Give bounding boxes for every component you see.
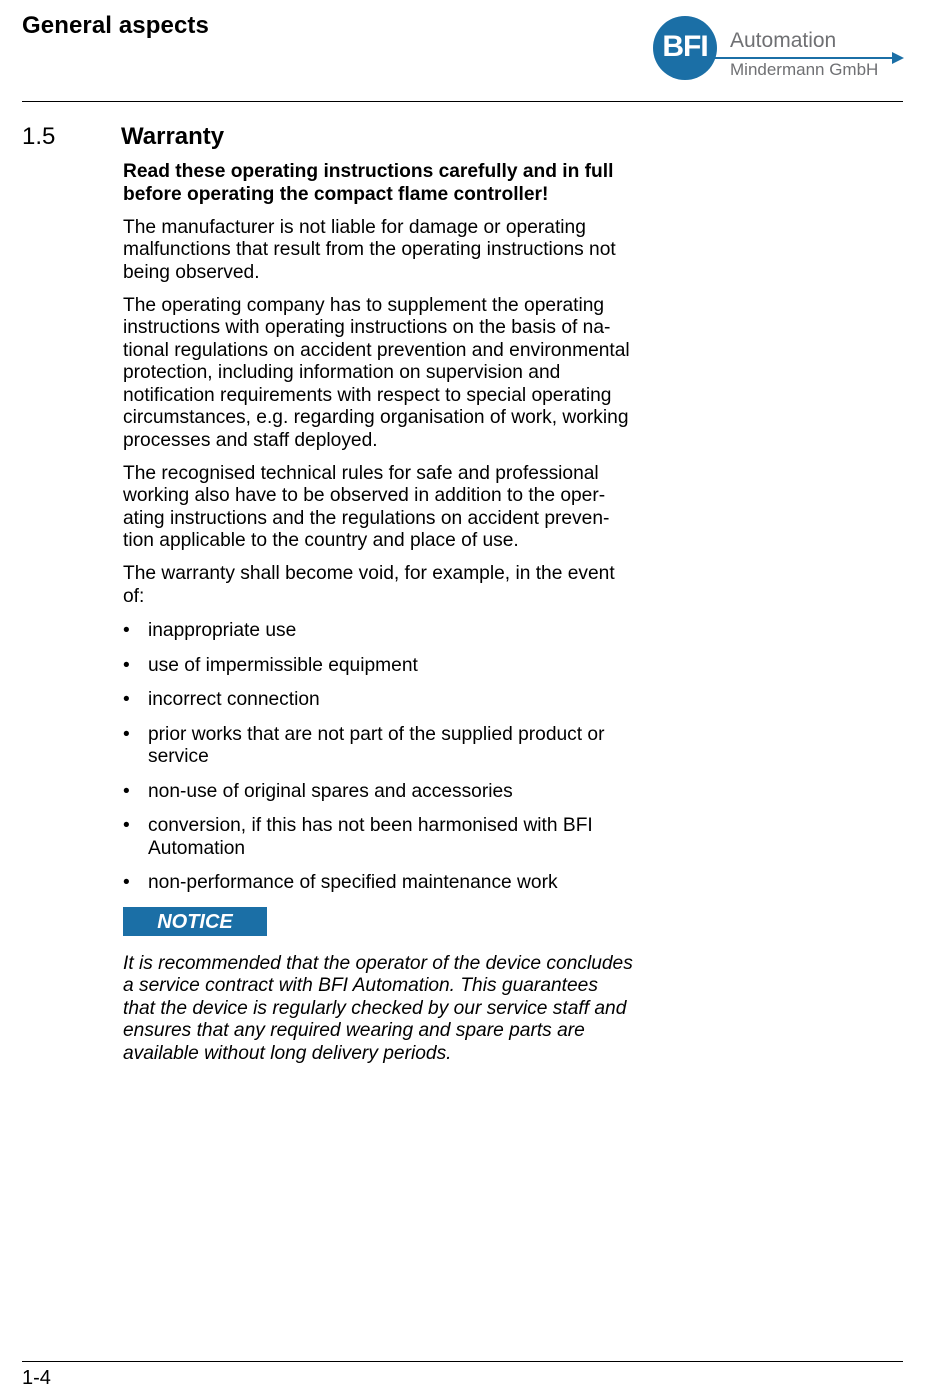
bullet-icon: • (123, 620, 130, 641)
logo-line-automation: Automation (730, 29, 837, 52)
bullet-icon: • (123, 689, 130, 710)
bullet-icon: • (123, 780, 130, 802)
page-number: 1-4 (22, 1367, 51, 1389)
list-item-text: non-use of original spares and accessories (148, 780, 513, 802)
list-item (123, 781, 633, 804)
bullet-icon: • (123, 815, 130, 836)
notice-text: It is recommended that the operator of the device concludes a service contract with BFI Automation. This guarantees that the device is regularly checked by our service staff and ensures that any required wearing and spare parts are available without long delivery periods. (123, 952, 633, 1064)
section-number: 1.5 (22, 123, 56, 150)
list-item (123, 655, 633, 678)
header-divider (22, 101, 903, 102)
paragraph-warranty-void: The warranty shall become void, for example, in the event of: (123, 563, 615, 607)
logo-line-company: Mindermann GmbH (730, 60, 879, 79)
list-item-text: inappropriate use (148, 620, 297, 641)
paragraph-technical-rules: The recognised technical rules for safe and professional working also have to be observed in addition to the operating instructions and the regulations on accident prevention applicable to the country and place of use. (123, 462, 610, 551)
paragraph-operating-company: The operating company has to supplement the operating instructions with operating instructions on the basis of national regulations on accident prevention and environmental protection, including information on supervision and notification requirements with respect to special operating circumstances, e.g. regarding organisation of work, working processes and staff deployed. (123, 294, 630, 451)
list-item (123, 724, 633, 769)
warranty-void-list (123, 620, 633, 895)
list-item-text: conversion, if this has not been harmonised with BFI Automation (148, 815, 593, 859)
page-header-title: General aspects (22, 12, 209, 39)
list-item-text: prior works that are not part of the supplied product or service (148, 723, 605, 767)
bullet-icon: • (123, 872, 130, 893)
list-item-text: incorrect connection (148, 689, 320, 710)
list-item (123, 872, 633, 895)
bullet-icon: • (123, 654, 130, 676)
list-item-text: non-performance of specified maintenance work (148, 872, 558, 893)
list-item-text: use of impermissible equipment (148, 654, 418, 676)
company-logo (648, 16, 904, 86)
notice-badge: NOTICE (123, 907, 267, 936)
list-item (123, 689, 633, 712)
section-title: Warranty (121, 123, 225, 150)
paragraph-liability: The manufacturer is not liable for damage or operating malfunctions that result from the operating instructions not being observed. (123, 216, 616, 283)
footer-divider (22, 1361, 903, 1362)
section-body (123, 161, 633, 1076)
list-item (123, 620, 633, 643)
lead-paragraph: Read these operating instructions carefully and in full before operating the compact flame controller! (123, 161, 614, 205)
bullet-icon: • (123, 723, 130, 745)
logo-mark: BFI (662, 30, 708, 63)
list-item (123, 815, 633, 860)
